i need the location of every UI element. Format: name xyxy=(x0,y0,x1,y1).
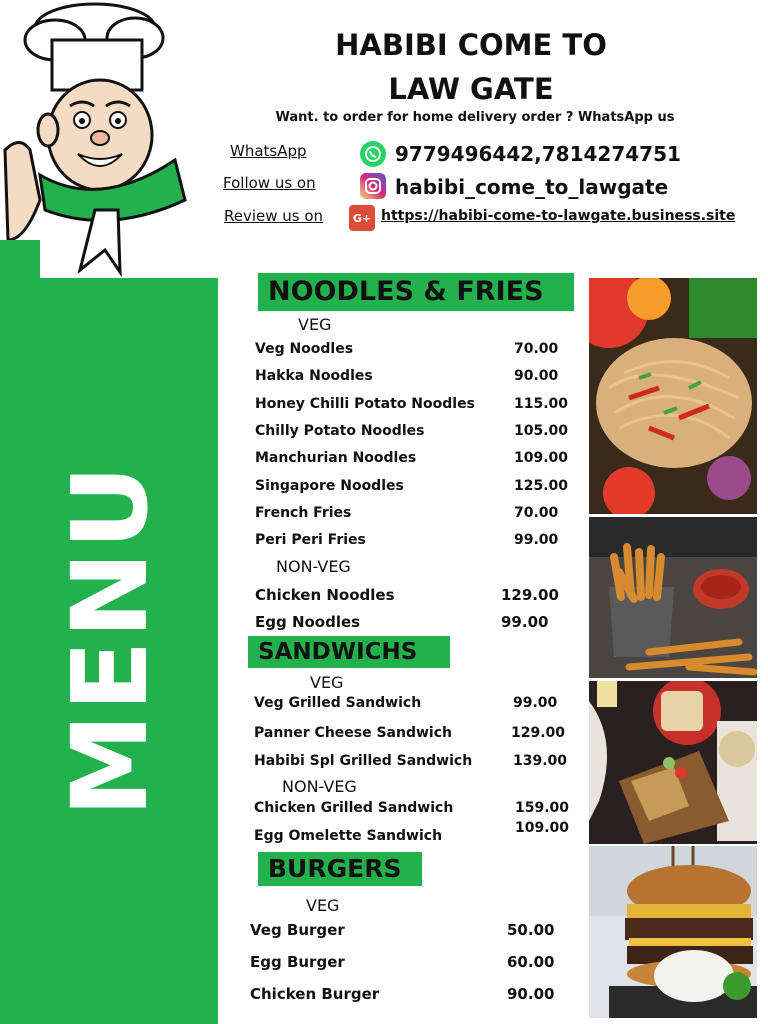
sandwich-veg-label: VEG xyxy=(310,673,344,692)
menu-item-name: Veg Grilled Sandwich xyxy=(254,695,422,711)
page-title-line2: LAW GATE xyxy=(388,72,554,106)
chef-illustration xyxy=(0,0,218,278)
instagram-label: Follow us on xyxy=(223,174,316,192)
menu-item-price: 105.00 xyxy=(514,423,569,439)
burger-veg-label: VEG xyxy=(306,896,340,915)
noodles-veg-label: VEG xyxy=(298,315,332,334)
page-title-line1: HABIBI COME TO xyxy=(335,28,607,62)
menu-item-price: 70.00 xyxy=(514,505,559,521)
whatsapp-label: WhatsApp xyxy=(230,142,307,160)
menu-item-name: Peri Peri Fries xyxy=(255,532,366,548)
menu-item-name: Chicken Noodles xyxy=(255,586,395,604)
menu-item-price: 70.00 xyxy=(514,341,559,357)
review-link[interactable]: https://habibi-come-to-lawgate.business.site xyxy=(381,208,736,224)
sandwich-photo xyxy=(589,681,757,844)
section-title-burgers: BURGERS xyxy=(258,852,422,886)
menu-item-name: Egg Omelette Sandwich xyxy=(254,828,443,844)
menu-item-price: 90.00 xyxy=(507,985,555,1003)
menu-item-price: 60.00 xyxy=(507,953,555,971)
menu-item-price: 139.00 xyxy=(513,753,568,769)
menu-item-name: French Fries xyxy=(255,505,352,521)
instagram-handle[interactable]: habibi_come_to_lawgate xyxy=(395,175,669,199)
menu-item-name: Egg Burger xyxy=(250,953,345,971)
menu-item-name: Chicken Burger xyxy=(250,985,380,1003)
fries-photo xyxy=(589,517,757,678)
menu-item-name: Manchurian Noodles xyxy=(255,450,417,466)
menu-item-price: 99.00 xyxy=(513,695,558,711)
instagram-icon[interactable] xyxy=(360,173,386,199)
whatsapp-icon[interactable] xyxy=(360,141,386,167)
menu-item-price: 129.00 xyxy=(501,586,559,604)
menu-item-price: 99.00 xyxy=(501,613,549,631)
menu-vertical-title xyxy=(40,420,180,860)
sandwich-nonveg-label: NON-VEG xyxy=(282,777,357,796)
chef-icon xyxy=(0,0,218,278)
noodles-photo xyxy=(589,278,757,514)
menu-item-price: 115.00 xyxy=(514,396,569,412)
page-subtitle: Want. to order for home delivery order ? WhatsApp us xyxy=(275,110,675,125)
menu-item-price: 129.00 xyxy=(511,725,566,741)
menu-item-name: Chilly Potato Noodles xyxy=(255,423,425,439)
menu-item-name: Chicken Grilled Sandwich xyxy=(254,800,454,816)
menu-item-name: Habibi Spl Grilled Sandwich xyxy=(254,753,473,769)
menu-item-name: Veg Burger xyxy=(250,921,345,939)
menu-item-name: Singapore Noodles xyxy=(255,478,404,494)
section-title-noodles: NOODLES & FRIES xyxy=(258,273,574,311)
menu-item-name: Honey Chilli Potato Noodles xyxy=(255,396,475,412)
menu-item-price: 159.00 xyxy=(515,800,570,816)
section-title-sandwiches: SANDWICHS xyxy=(248,636,450,668)
menu-item-price: 99.00 xyxy=(514,532,559,548)
burger-photo xyxy=(589,846,757,1018)
menu-item-name: Egg Noodles xyxy=(255,613,361,631)
menu-item-name: Hakka Noodles xyxy=(255,368,373,384)
menu-item-price: 109.00 xyxy=(514,450,569,466)
google-plus-icon[interactable]: G+ xyxy=(349,205,375,231)
menu-word: MENU xyxy=(49,462,171,818)
menu-item-price: 50.00 xyxy=(507,921,555,939)
noodles-nonveg-label: NON-VEG xyxy=(276,557,351,576)
menu-item-price: 90.00 xyxy=(514,368,559,384)
menu-item-price: 109.00 xyxy=(515,820,570,836)
whatsapp-number[interactable]: 9779496442,7814274751 xyxy=(395,142,681,166)
menu-item-name: Veg Noodles xyxy=(255,341,354,357)
review-label: Review us on xyxy=(224,207,324,225)
menu-item-name: Panner Cheese Sandwich xyxy=(254,725,452,741)
menu-item-price: 125.00 xyxy=(514,478,569,494)
